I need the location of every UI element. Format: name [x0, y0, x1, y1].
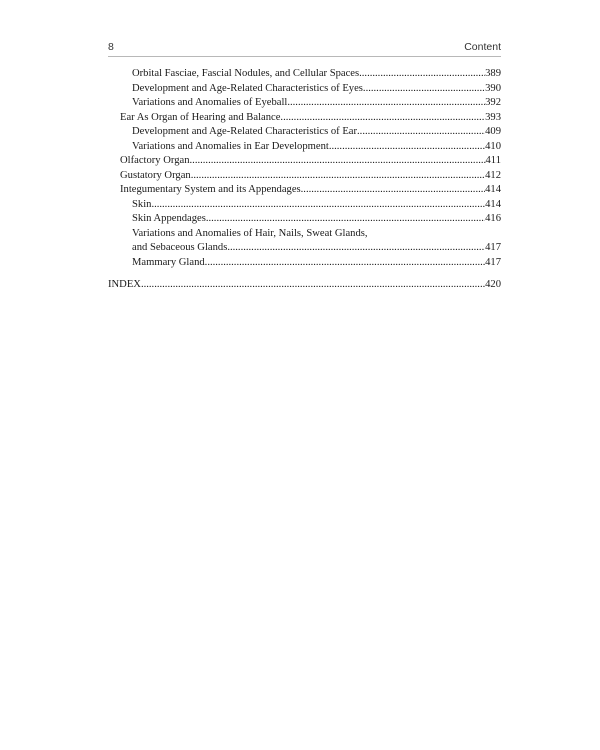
toc-entry-label: Mammary Gland	[132, 256, 205, 268]
toc-entry-label: Gustatory Organ	[120, 169, 191, 181]
toc-entry[interactable]	[108, 256, 501, 271]
dot-leader	[359, 67, 485, 82]
toc-entry-page: 414	[485, 184, 501, 195]
toc-entry[interactable]	[108, 82, 501, 97]
dot-leader	[190, 154, 486, 169]
toc-entry-label: Development and Age-Related Characteristics of Eyes	[132, 82, 363, 94]
toc-entry-page: 389	[485, 68, 501, 79]
toc-entry[interactable]	[108, 212, 501, 227]
dot-leader	[141, 278, 485, 293]
dot-leader	[191, 169, 485, 184]
dot-leader	[287, 96, 485, 111]
running-title: Content	[464, 41, 501, 53]
toc-entry[interactable]	[108, 140, 501, 155]
toc-entry[interactable]	[108, 67, 501, 82]
dot-leader	[363, 82, 485, 97]
toc-entry[interactable]	[108, 183, 501, 198]
toc-entry[interactable]	[108, 111, 501, 126]
toc-entry-page: 411	[485, 155, 501, 166]
dot-leader	[357, 125, 485, 140]
dot-leader	[227, 241, 485, 256]
toc-entry-page: 417	[485, 242, 501, 253]
toc-entry-page: 412	[485, 169, 501, 181]
dot-leader	[301, 183, 485, 198]
toc-entry-page: 417	[485, 256, 501, 268]
toc-entry-page: 409	[485, 126, 501, 137]
table-of-contents	[108, 67, 501, 293]
toc-entry-index[interactable]	[108, 278, 501, 293]
toc-entry-label: INDEX	[108, 279, 141, 290]
dot-leader	[205, 256, 485, 271]
toc-entry[interactable]	[108, 96, 501, 111]
toc-entry[interactable]	[108, 125, 501, 140]
toc-entry-page: 410	[485, 140, 501, 152]
toc-entry-label: Variations and Anomalies in Ear Development	[132, 140, 329, 152]
toc-entry-page: 420	[485, 279, 501, 290]
toc-entry-label: Olfactory Organ	[120, 155, 190, 166]
toc-entry-label: Integumentary System and its Appendages	[120, 184, 301, 195]
toc-entry-label: Development and Age-Related Characteristics of Ear	[132, 126, 358, 137]
dot-leader	[329, 140, 485, 155]
toc-entry-label: Variations and Anomalies of Eyeball	[132, 97, 288, 108]
toc-entry-page: 416	[485, 213, 501, 224]
toc-entry-page: 390	[485, 82, 501, 94]
dot-leader	[206, 212, 485, 227]
toc-entry-page: 414	[485, 198, 501, 210]
toc-entry[interactable]	[108, 169, 501, 184]
dot-leader	[280, 111, 485, 126]
toc-entry[interactable]	[108, 241, 501, 256]
toc-entry-page: 393	[485, 111, 501, 123]
toc-entry-label: Ear As Organ of Hearing and Balance	[120, 111, 281, 123]
toc-entry[interactable]	[108, 198, 501, 213]
toc-entry-label: Variations and Anomalies of Hair, Nails, Sweat Glands,	[132, 227, 368, 239]
toc-entry[interactable]	[108, 154, 501, 169]
page-number: 8	[108, 41, 114, 53]
toc-entry-label: Skin Appendages	[132, 213, 206, 224]
toc-entry-first-line[interactable]	[108, 227, 501, 242]
spacer	[108, 270, 501, 278]
toc-entry-label: Skin	[132, 198, 152, 210]
dot-leader	[151, 198, 485, 213]
toc-entry-label: Orbital Fasciae, Fascial Nodules, and Cellular Spaces	[132, 68, 360, 79]
page-header	[108, 40, 501, 57]
toc-entry-page: 392	[485, 97, 501, 108]
toc-entry-label: and Sebaceous Glands	[132, 242, 228, 253]
